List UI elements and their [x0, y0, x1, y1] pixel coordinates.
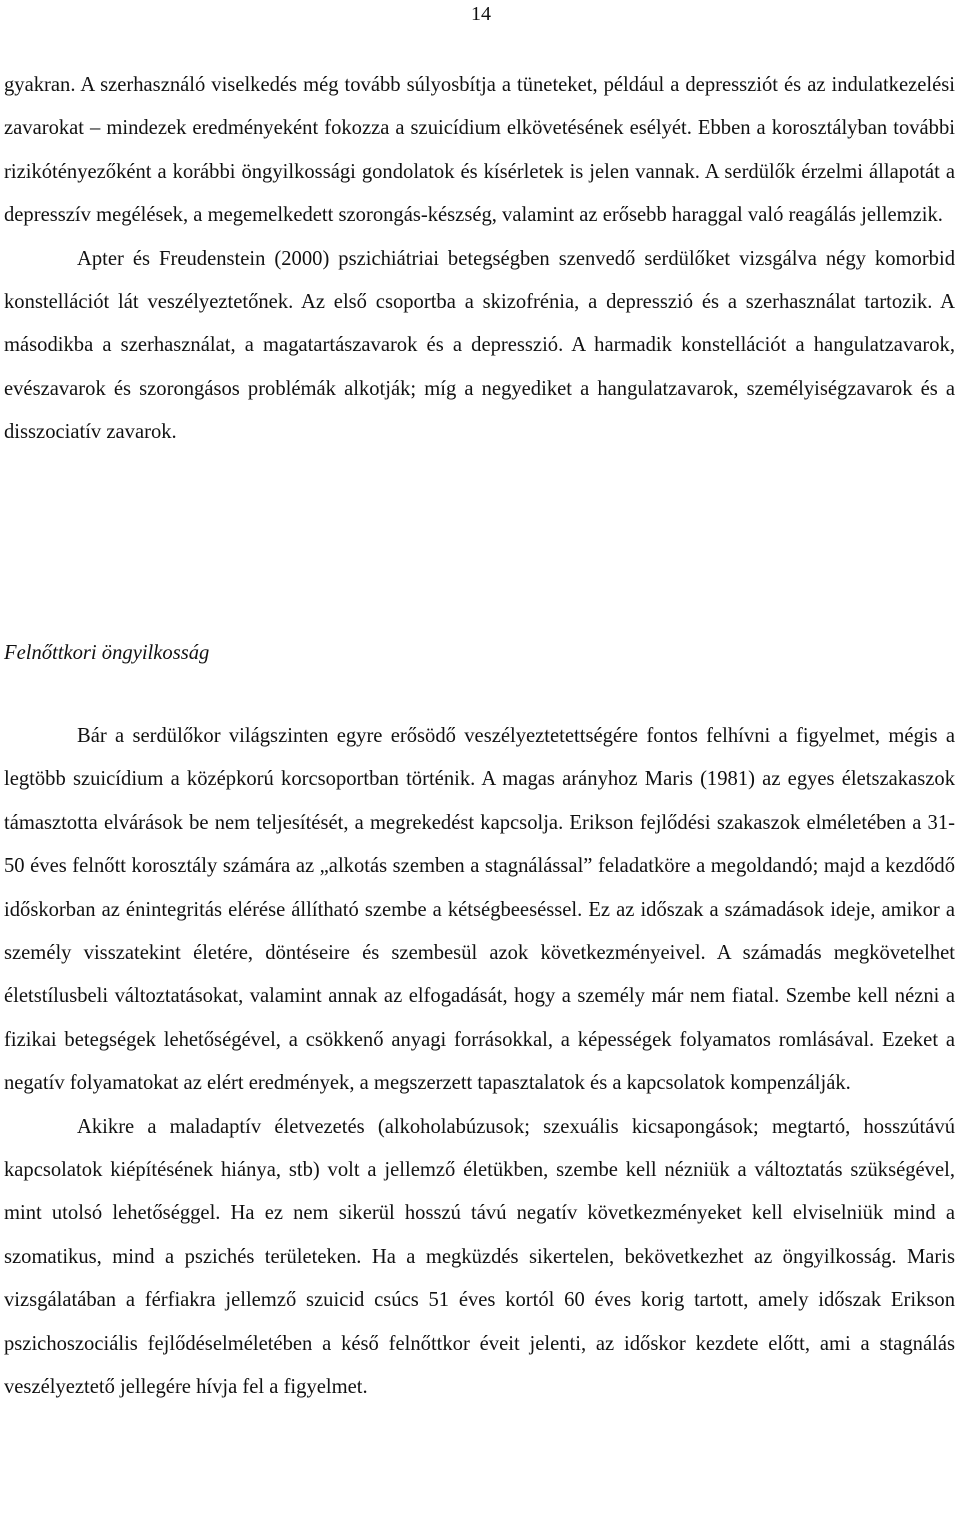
paragraph: gyakran. A szerhasználó viselkedés még tovább súlyosbítja a tüneteket, például a depressziót és az indulatkezelési zavarokat – mindezek eredményeként fokozza a szuicídium elkövetésének esélyét. Ebben a korosztályban további rizikótényezőként a korábbi öngyilkossági gondolatok és kísérletek is jelen vannak. A serdülők érzelmi állapotát a depresszív megélések, a megemelkedett szorongás-készség, valamint az erősebb haraggal való reagálás jellemzik.	[4, 74, 955, 227]
paragraph: Akikre a maladaptív életvezetés (alkoholabúzusok; szexuális kicsapongások; megtartó, hosszútávú kapcsolatok kiépítésének hiánya, stb) volt a jellemző életükben, szembe kell nézniük a változtatás szükségével, mint utolsó lehetőséggel. Ha ez nem sikerül hosszú távú negatív következményeket kell elviselniük mind a szomatikus, mind a pszichés területeken. Ha a megküzdés sikertelen, bekövetkezhet az öngyilkosság. Maris vizsgálatában a férfiakra jellemző szuicid csúcs 51 éves kortól 60 éves korig tartott, amely időszak Erikson pszichoszociális fejlődéselméletében a késő felnőttkor éveit jelenti, az időskor kezdete előtt, ami a stagnálás veszélyeztető jellegére hívja fel a figyelmet.	[4, 1115, 955, 1399]
body-text-top	[4, 64, 955, 455]
body-text-bottom	[4, 715, 955, 1410]
paragraph: Apter és Freudenstein (2000) pszichiátriai betegségben szenvedő serdülőket vizsgálva négy komorbid konstellációt lát veszélyeztetőnek. Az első csoportba a skizofrénia, a depresszió és a szerhasználat tartozik. A másodikba a szerhasználat, a magatartászavarok és a depresszió. A harmadik konstellációt a hangulatzavarok, evészavarok és szorongásos problémák alkotják; míg a negyediket a hangulatzavarok, személyiségzavarok és a disszociatív zavarok.	[4, 247, 955, 444]
paragraph: Bár a serdülőkor világszinten egyre erősödő veszélyeztetettségére fontos felhívni a figyelmet, mégis a legtöbb szuicídium a középkorú korcsoportban történik. A magas arányhoz Maris (1981) az egyes életszakaszok támasztotta elvárások be nem teljesítését, a megrekedést kapcsolja. Erikson fejlődési szakaszok elméletében a 31-50 éves felnőtt korosztály számára az „alkotás szemben a stagnálással” feladatköre a megoldandó; majd a kezdődő időskorban az énintegritás elérése állítható szembe a kétségbeeséssel. Ez az időszak a számadások ideje, amikor a személy visszatekint életére, döntéseire és szembesül azok következményeivel. A számadás megkövetelhet életstílusbeli változtatásokat, valamint annak az elfogadását, hogy a személy már nem fiatal. Szembe kell nézni a fizikai betegségek lehetőségével, a csökkenő anyagi forrásokkal, a képességek folyamatos romlásával. Ezeket a negatív folyamatokat az elért eredmények, a megszerzett tapasztalatok és a kapcsolatok kompenzálják.	[4, 725, 955, 1095]
page-number: 14	[471, 3, 491, 25]
section-heading: Felnőttkori öngyilkosság	[4, 642, 210, 664]
